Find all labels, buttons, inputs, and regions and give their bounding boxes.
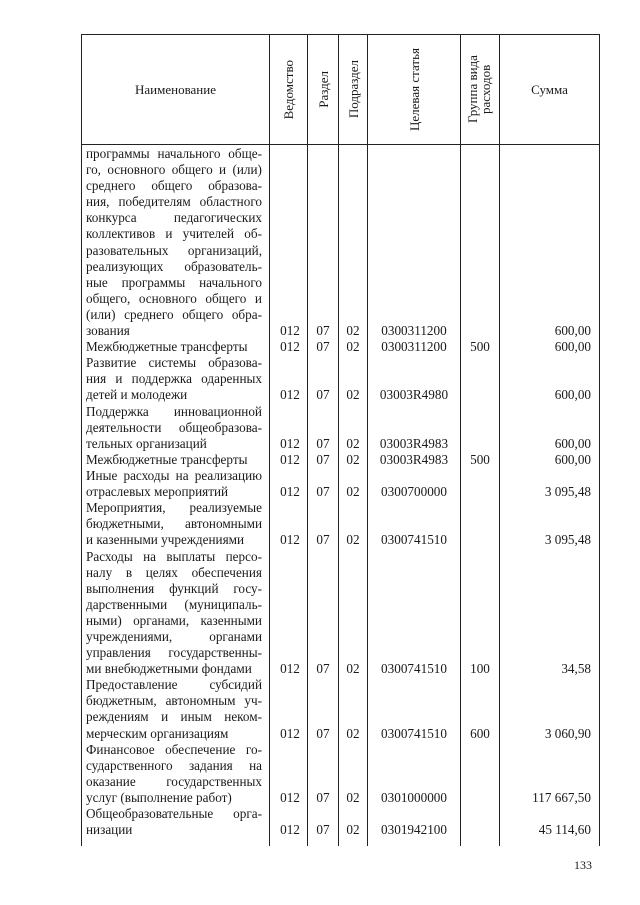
cell-amount: 3 095,48 (544, 484, 591, 500)
row-name-line: ные программы начального (86, 274, 262, 290)
row-name-line: среднего общего образова- (86, 178, 262, 194)
cell-amount: 3 095,48 (544, 532, 591, 548)
cell-expense-group: 600 (470, 725, 490, 741)
cell-target-article: 0300700000 (381, 484, 447, 500)
row-name-line: зования (86, 323, 130, 339)
cell-section: 07 (316, 387, 330, 403)
header-department (270, 35, 307, 144)
cell-department: 012 (280, 725, 300, 741)
row-name-line: и казенными учреждениями (86, 532, 245, 548)
table-row (0, 742, 640, 806)
table-row (0, 677, 640, 741)
cell-amount: 117 667,50 (532, 789, 591, 805)
cell-section: 07 (316, 323, 330, 339)
cell-target-article: 0300741510 (381, 661, 447, 677)
header-amount (500, 35, 599, 144)
cell-department: 012 (280, 451, 300, 467)
row-name-line: низации (86, 822, 133, 838)
row-name-line: Межбюджетные трансферты (86, 339, 248, 355)
row-name-line: отраслевых мероприятий (86, 484, 229, 500)
row-name (86, 452, 262, 468)
header-name-label: Наименование (135, 81, 216, 97)
row-name (86, 355, 262, 403)
cell-target-article: 03003R4980 (379, 387, 449, 403)
row-name (86, 404, 262, 452)
cell-section: 07 (316, 339, 330, 355)
cell-amount: 600,00 (554, 323, 591, 339)
cell-target-article: 0301942100 (381, 822, 447, 838)
row-name-line: выполнения функций госу- (86, 580, 262, 596)
row-name-line: ния, победителям областного (86, 194, 262, 210)
row-name (86, 677, 262, 741)
header-amount-label: Сумма (531, 81, 568, 97)
row-name-line: ния и поддержка одаренных (86, 371, 262, 387)
header-expense-group-label: Группа вида расходов (465, 55, 493, 124)
table-row (0, 339, 640, 355)
cell-subsection: 02 (346, 484, 360, 500)
row-name-line: Мероприятия, реализуемые (86, 500, 262, 516)
cell-subsection: 02 (346, 789, 360, 805)
row-name-line: ми внебюджетными фондами (86, 661, 252, 677)
cell-expense-group: 500 (470, 451, 490, 467)
cell-section: 07 (316, 725, 330, 741)
header-subsection (339, 35, 367, 144)
cell-subsection: 02 (346, 822, 360, 838)
row-name (86, 549, 262, 678)
cell-subsection: 02 (346, 339, 360, 355)
cell-section: 07 (316, 451, 330, 467)
cell-target-article: 0300741510 (381, 725, 447, 741)
row-name-line: общего, основного общего и (86, 290, 262, 306)
table-row (0, 500, 640, 548)
table-row (0, 452, 640, 468)
row-name-line: Предоставление субсидий (86, 677, 262, 693)
header-section-label: Раздел (315, 71, 331, 108)
cell-section: 07 (316, 789, 330, 805)
cell-department: 012 (280, 822, 300, 838)
row-name-line: деятельности общеобразова- (86, 419, 262, 435)
table-row (0, 806, 640, 838)
cell-department: 012 (280, 339, 300, 355)
cell-amount: 45 114,60 (538, 822, 591, 838)
row-name-line: детей и молодежи (86, 387, 188, 403)
row-name-line: конкурса педагогических (86, 210, 262, 226)
row-name-line: мерческим организациям (86, 725, 229, 741)
cell-amount: 600,00 (554, 387, 591, 403)
row-name-line: программы начального обще- (86, 146, 262, 161)
cell-target-article: 0301000000 (381, 789, 447, 805)
cell-amount: 600,00 (554, 339, 591, 355)
row-name-line: реждениям и иным неком- (86, 709, 262, 725)
row-name-line: оказание государственных (86, 773, 262, 789)
row-name-line: услуг (выполнение работ) (86, 789, 232, 805)
row-name-line: налу в целях обеспечения (86, 564, 262, 580)
cell-target-article: 0300311200 (381, 339, 447, 355)
row-name-line: (или) среднего общего обра- (86, 306, 262, 322)
row-name-line: коллективов и учителей об- (86, 226, 262, 242)
row-name (86, 806, 262, 838)
header-subsection-label: Подраздел (345, 60, 361, 119)
cell-section: 07 (316, 661, 330, 677)
row-name-line: разовательных организаций, (86, 242, 262, 258)
cell-subsection: 02 (346, 532, 360, 548)
cell-target-article: 0300311200 (381, 323, 447, 339)
row-name-line: учреждениями, органами (86, 628, 262, 644)
page-number: 133 (574, 858, 592, 872)
row-name (86, 742, 262, 806)
row-name (86, 500, 262, 548)
cell-subsection: 02 (346, 323, 360, 339)
cell-expense-group: 500 (470, 339, 490, 355)
row-name-line: дарственными (муниципаль- (86, 596, 262, 612)
row-name-line: Общеобразовательные орга- (86, 806, 262, 822)
cell-department: 012 (280, 661, 300, 677)
cell-department: 012 (280, 435, 300, 451)
cell-section: 07 (316, 435, 330, 451)
row-name-line: Расходы на выплаты персо- (86, 548, 262, 564)
row-name-line: управления государственны- (86, 645, 262, 661)
table-row (0, 468, 640, 500)
cell-amount: 600,00 (554, 435, 591, 451)
cell-department: 012 (280, 387, 300, 403)
header-target-article-label: Целевая статья (406, 47, 422, 131)
header-divider (81, 144, 599, 145)
row-name (86, 146, 262, 339)
row-name-line: Развитие системы образова- (86, 355, 262, 371)
table-row (0, 404, 640, 452)
row-name-line: ными) органами, казенными (86, 612, 262, 628)
cell-amount: 600,00 (554, 451, 591, 467)
header-department-label: Ведомство (281, 59, 296, 120)
cell-department: 012 (280, 323, 300, 339)
cell-target-article: 03003R4983 (379, 451, 449, 467)
header-name (82, 35, 269, 144)
table-row (0, 355, 640, 403)
row-name-line: Иные расходы на реализацию (86, 468, 262, 483)
row-name-line: сударственного задания на (86, 757, 262, 773)
cell-subsection: 02 (346, 661, 360, 677)
cell-subsection: 02 (346, 435, 360, 451)
row-name-line: бюджетным, автономным уч- (86, 693, 262, 709)
cell-department: 012 (280, 789, 300, 805)
cell-section: 07 (316, 484, 330, 500)
row-name-line: реализующих образователь- (86, 258, 262, 274)
header-section (308, 35, 338, 144)
cell-subsection: 02 (346, 451, 360, 467)
cell-amount: 3 060,90 (544, 725, 591, 741)
cell-subsection: 02 (346, 725, 360, 741)
row-name-line: Финансовое обеспечение го- (86, 741, 262, 757)
cell-subsection: 02 (346, 387, 360, 403)
row-name-line: Межбюджетные трансферты (86, 451, 248, 467)
header-expense-group (461, 35, 499, 144)
row-name (86, 468, 262, 500)
row-name-line: тельных организаций (86, 435, 207, 451)
row-name-line: Поддержка инновационной (86, 403, 262, 419)
cell-target-article: 0300741510 (381, 532, 447, 548)
cell-department: 012 (280, 532, 300, 548)
cell-department: 012 (280, 484, 300, 500)
cell-section: 07 (316, 822, 330, 838)
table-row (0, 146, 640, 339)
header-target-article (368, 35, 460, 144)
cell-target-article: 03003R4983 (379, 435, 449, 451)
table-row (0, 549, 640, 678)
row-name-line: го, основного общего и (или) (86, 162, 262, 178)
row-name (86, 339, 262, 355)
cell-expense-group: 100 (470, 661, 490, 677)
cell-section: 07 (316, 532, 330, 548)
row-name-line: бюджетными, автономными (86, 516, 262, 532)
cell-amount: 34,58 (561, 661, 591, 677)
